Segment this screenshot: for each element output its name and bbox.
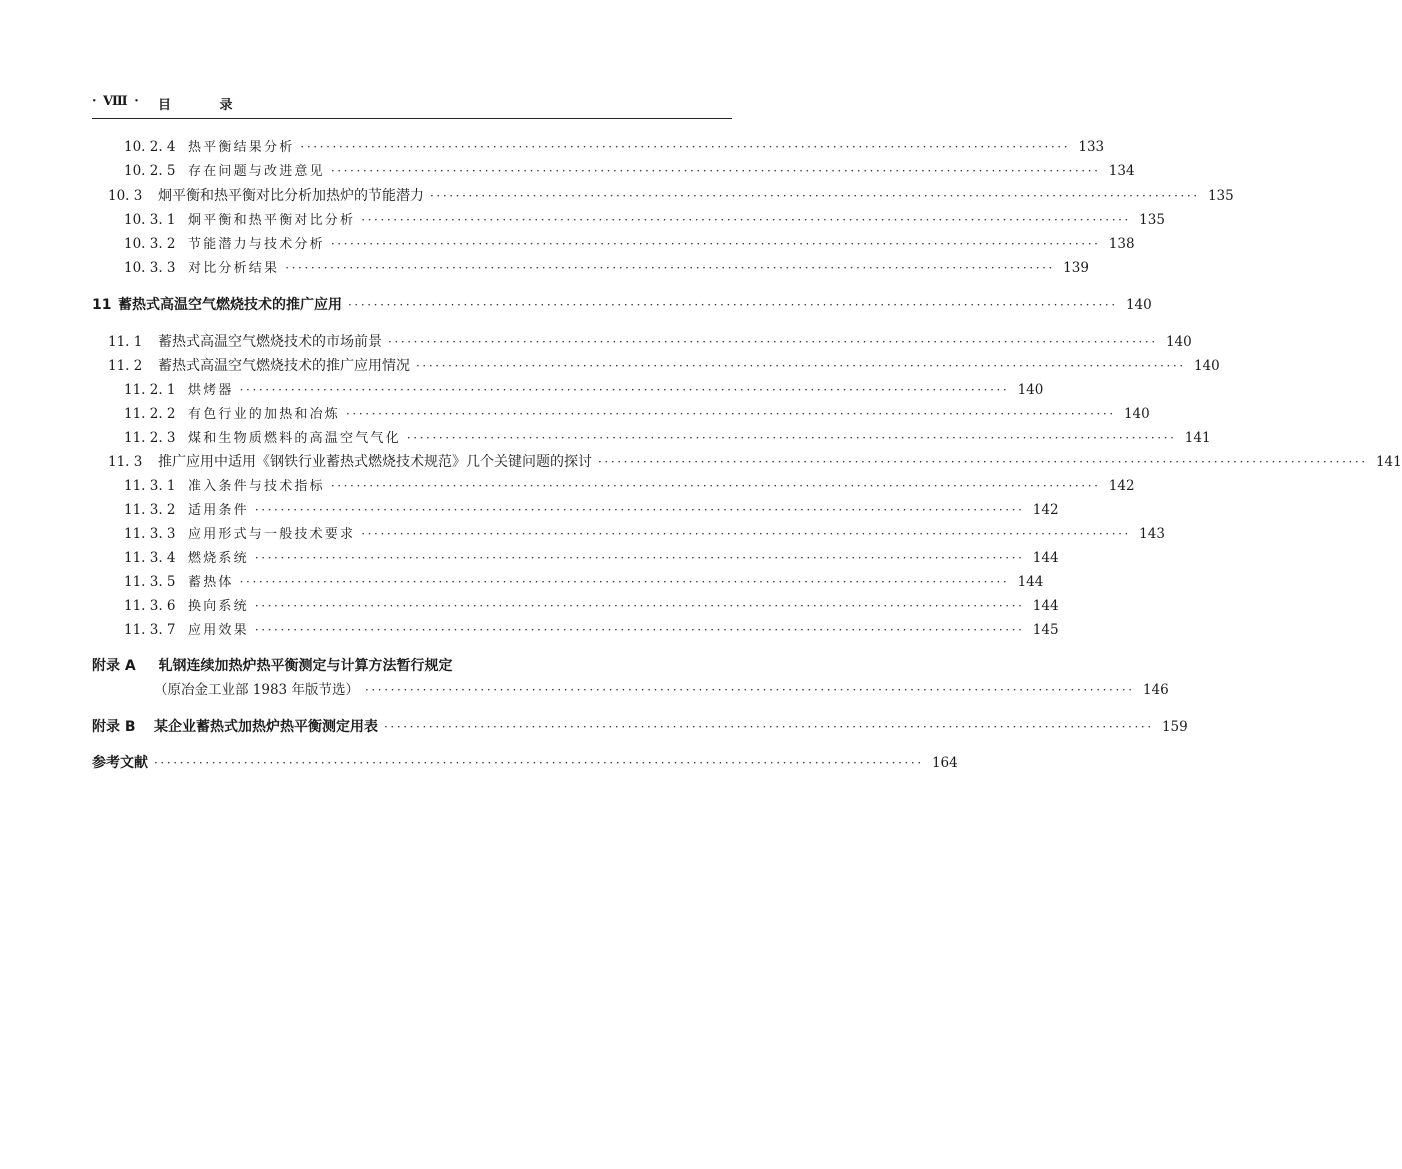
dot-leader: ························································································································: [300, 140, 1071, 154]
page-number: 140: [1123, 406, 1150, 422]
appendix-a-title: 轧钢连续加热炉热平衡测定与计算方法暂行规定: [158, 658, 453, 674]
toc-entry-sub[interactable]: [124, 547, 1059, 569]
dot-leader: ························································································································: [154, 756, 924, 770]
running-header: [92, 92, 732, 119]
dot-leader: ························································································································: [364, 683, 1135, 697]
entry-title: 炯平衡和热平衡对比分析: [188, 213, 356, 228]
entry-title: 应用效果: [188, 623, 249, 638]
toc-entry-sub[interactable]: [124, 523, 1165, 545]
dot-leader: ························································································································: [254, 503, 1025, 517]
page-number: 141: [1184, 430, 1211, 446]
entry-title: 炯平衡和热平衡对比分析加热炉的节能潜力: [158, 188, 424, 204]
entry-title: 换向系统: [188, 599, 249, 614]
entry-title: 有色行业的加热和冶炼: [188, 407, 341, 422]
entry-number: 10. 2. 4: [124, 139, 176, 155]
page-number: 143: [1139, 526, 1165, 542]
entry-title: 燃烧系统: [188, 551, 249, 566]
page-number: 138: [1108, 236, 1135, 252]
entry-number: 11. 3. 7: [124, 622, 176, 638]
page-number: 140: [1017, 382, 1044, 398]
references-title: 参考文献: [92, 755, 148, 771]
entry-number: 11. 3. 4: [124, 550, 176, 566]
page-number: 134: [1108, 163, 1135, 179]
dot-leader: ························································································································: [430, 189, 1200, 203]
toc-entry-sub[interactable]: [124, 571, 1044, 593]
entry-title: 对比分析结果: [188, 261, 280, 276]
dot-leader: ························································································································: [361, 213, 1131, 227]
toc-entry-sub[interactable]: [124, 379, 1044, 401]
page-number: 141: [1375, 454, 1402, 470]
toc-entry-sub[interactable]: [124, 427, 1211, 449]
entry-number: 11. 3. 6: [124, 598, 176, 614]
entry-number: 10. 3. 1: [124, 212, 176, 228]
toc-entry-sub[interactable]: [124, 499, 1059, 521]
toc-entry-section[interactable]: [108, 355, 1220, 377]
toc-entry-chapter[interactable]: [92, 294, 1152, 316]
page-number: 139: [1063, 260, 1089, 276]
page-number: 140: [1193, 358, 1220, 374]
dot-leader: ························································································································: [254, 623, 1025, 637]
page-number: 164: [931, 755, 958, 771]
entry-title: 煤和生物质燃料的高温空气气化: [188, 431, 401, 446]
dot-leader: ························································································································: [346, 407, 1116, 421]
toc-entry-sub[interactable]: [124, 403, 1150, 425]
toc-entry-section[interactable]: [108, 331, 1192, 353]
appendix-b-number: 附录 B: [92, 719, 136, 735]
toc-entry-sub[interactable]: [124, 475, 1135, 497]
entry-title: 蓄热体: [188, 575, 234, 590]
page-number: 135: [1207, 188, 1234, 204]
entry-title: 蓄热式高温空气燃烧技术的市场前景: [158, 334, 382, 350]
entry-number: 11. 2: [108, 358, 143, 374]
entry-number: 11. 3. 5: [124, 574, 176, 590]
dot-leader: ························································································································: [330, 164, 1101, 178]
dot-leader: ························································································································: [361, 527, 1131, 541]
page-number: 142: [1032, 502, 1059, 518]
page-number: 142: [1108, 478, 1135, 494]
toc-entry-sub[interactable]: [124, 619, 1059, 641]
toc-entry-sub[interactable]: [124, 136, 1105, 158]
entry-title: 准入条件与技术指标: [188, 479, 325, 494]
appendix-a-subtitle: （原冶金工业部 1983 年版节选）: [154, 682, 359, 698]
dot-leader: ························································································································: [285, 261, 1055, 275]
page-number: 135: [1139, 212, 1165, 228]
toc-entry-sub[interactable]: [124, 160, 1135, 182]
entry-number: 10. 3: [108, 188, 143, 204]
dot-leader: ························································································································: [254, 551, 1025, 565]
page-number: 144: [1032, 598, 1059, 614]
toc-entry-section[interactable]: [108, 451, 1402, 473]
entry-number: 11. 3. 2: [124, 502, 176, 518]
toc-entry-sub[interactable]: [124, 257, 1089, 279]
entry-number: 10. 2. 5: [124, 163, 176, 179]
entry-number: 11. 2. 3: [124, 430, 176, 446]
toc-entry-sub[interactable]: [124, 233, 1135, 255]
header-title: 目 录: [158, 98, 255, 113]
dot-leader: ························································································································: [330, 479, 1101, 493]
dot-leader: ························································································································: [388, 335, 1158, 349]
toc-entry-sub[interactable]: [124, 595, 1059, 617]
dot-leader: ························································································································: [330, 237, 1101, 251]
entry-title: 烘烤器: [188, 383, 234, 398]
entry-number: 11: [92, 297, 112, 313]
entry-title: 适用条件: [188, 503, 249, 518]
entry-number: 11. 2. 2: [124, 406, 176, 422]
page-number: 145: [1032, 622, 1059, 638]
dot-leader: ························································································································: [406, 431, 1177, 445]
page-number: 146: [1142, 682, 1169, 698]
dot-leader: ························································································································: [416, 359, 1186, 373]
page-roman-numeral: · Ⅷ ·: [92, 94, 140, 109]
entry-title: 热平衡结果分析: [188, 140, 295, 155]
toc-entry-sub[interactable]: [124, 209, 1165, 231]
entry-number: 11. 3: [108, 454, 143, 470]
entry-number: 10. 3. 3: [124, 260, 176, 276]
entry-title: 推广应用中适用《钢铁行业蓄热式燃烧技术规范》几个关键问题的探讨: [158, 454, 592, 470]
entry-title: 蓄热式高温空气燃烧技术的推广应用情况: [158, 358, 410, 374]
appendix-a-entry[interactable]: [154, 679, 1169, 701]
entry-title: 存在问题与改进意见: [188, 164, 325, 179]
entry-title: 蓄热式高温空气燃烧技术的推广应用: [118, 297, 342, 313]
page-number: 140: [1165, 334, 1192, 350]
entry-number: 10. 3. 2: [124, 236, 176, 252]
appendix-a-heading: [92, 655, 452, 677]
toc-entry-section[interactable]: [108, 185, 1234, 207]
appendix-b-entry[interactable]: [92, 716, 1188, 738]
entry-number: 11. 3. 3: [124, 526, 176, 542]
dot-leader: ························································································································: [348, 298, 1118, 312]
dot-leader: ························································································································: [598, 455, 1368, 469]
entry-title: 节能潜力与技术分析: [188, 237, 325, 252]
page-number: 159: [1161, 719, 1188, 735]
dot-leader: ························································································································: [384, 720, 1154, 734]
entry-number: 11. 2. 1: [124, 382, 176, 398]
dot-leader: ························································································································: [239, 383, 1010, 397]
page-number: 144: [1017, 574, 1044, 590]
page-number: 140: [1125, 297, 1152, 313]
page-number: 144: [1032, 550, 1059, 566]
entry-number: 11. 1: [108, 334, 143, 350]
entry-title: 应用形式与一般技术要求: [188, 527, 356, 542]
dot-leader: ························································································································: [239, 575, 1010, 589]
dot-leader: ························································································································: [254, 599, 1025, 613]
references-entry[interactable]: [92, 752, 958, 774]
appendix-b-title: 某企业蓄热式加热炉热平衡测定用表: [154, 719, 378, 735]
appendix-a-number: 附录 A: [92, 658, 136, 674]
entry-number: 11. 3. 1: [124, 478, 176, 494]
page-number: 133: [1078, 139, 1105, 155]
